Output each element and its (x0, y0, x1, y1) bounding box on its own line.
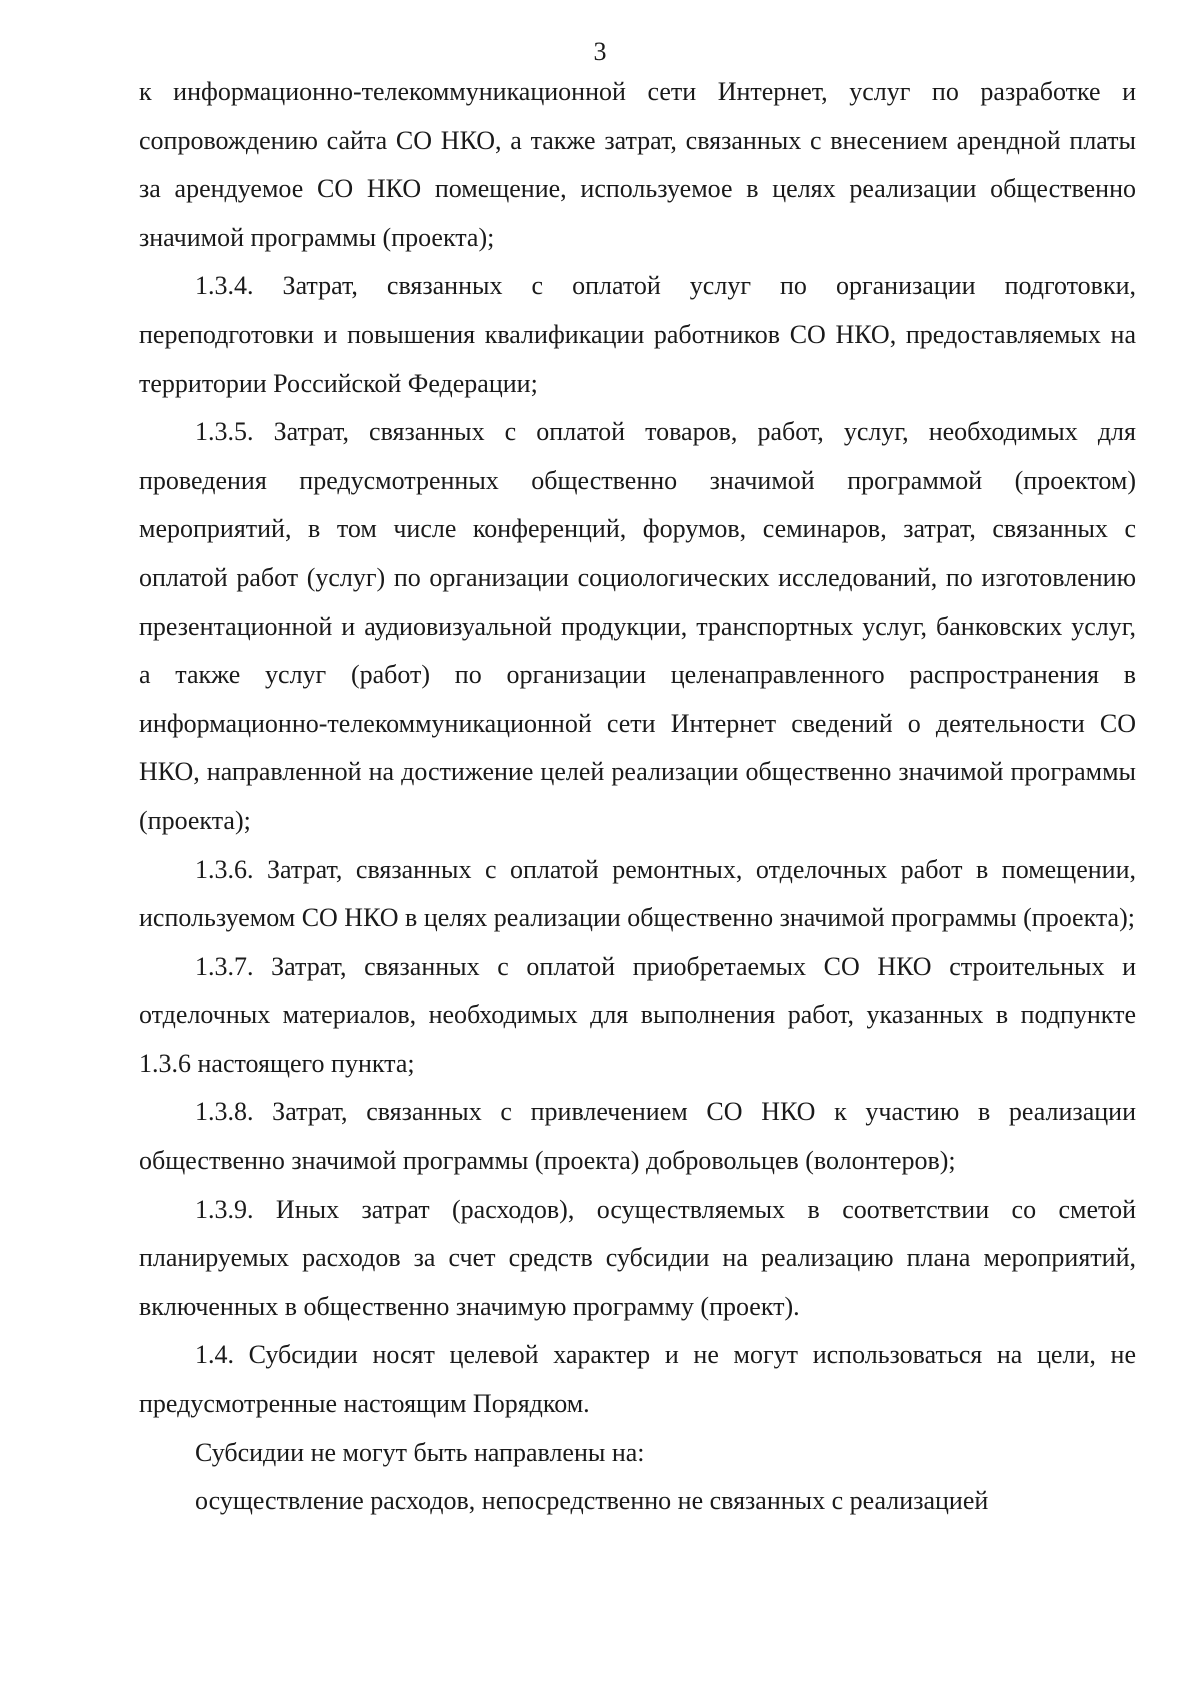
paragraph-1-3-7: 1.3.7. Затрат, связанных с оплатой приобретаемых СО НКО строительных и отделочных материалов, необходимых для выполнения работ, указанных в подпункте 1.3.6 настоящего пункта; (139, 951, 1136, 1078)
paragraph-1-3-6: 1.3.6. Затрат, связанных с оплатой ремонтных, отделочных работ в помещении, используемом СО НКО в целях реализации общественно значимой программы (проекта); (139, 854, 1136, 933)
paragraph-continuation: к информационно-телекоммуникационной сети Интернет, услуг по разработке и сопровождению сайта СО НКО, а также затрат, связанных с внесением арендной платы за арендуемое СО НКО помещение, используемое в целях реализации общественно значимой программы (проекта); (139, 77, 1136, 252)
paragraph-1-3-4: 1.3.4. Затрат, связанных с оплатой услуг по организации подготовки, переподготовки и повышения квалификации работников СО НКО, предоставляемых на территории Российской Федерации; (139, 271, 1136, 398)
paragraph-subsidy-restriction: Субсидии не могут быть направлены на: (195, 1437, 645, 1467)
paragraph-1-4: 1.4. Субсидии носят целевой характер и не могут использоваться на цели, не предусмотренные настоящим Порядком. (139, 1340, 1136, 1419)
paragraph-1-3-8: 1.3.8. Затрат, связанных с привлечением СО НКО к участию в реализации общественно значимой программы (проекта) добровольцев (волонтеров); (139, 1097, 1136, 1176)
page-number: 3 (593, 37, 607, 66)
paragraph-restriction-item: осуществление расходов, непосредственно не связанных с реализацией (195, 1486, 989, 1516)
paragraph-1-3-9: 1.3.9. Иных затрат (расходов), осуществляемых в соответствии со сметой планируемых расходов за счет средств субсидии на реализацию плана мероприятий, включенных в общественно значимую программу (проект). (139, 1194, 1136, 1321)
document-body (139, 68, 1136, 1526)
paragraph-1-3-5: 1.3.5. Затрат, связанных с оплатой товаров, работ, услуг, необходимых для проведения предусмотренных общественно значимой программой (проектом) мероприятий, в том числе конференций, форумов, семинаров, затрат, связанных с оплатой работ (услуг) по организации социологических исследований, по изготовлению презентационной и аудиовизуальной продукции, транспортных услуг, банковских услуг, а также услуг (работ) по организации целенаправленного распространения в информационно-телекоммуникационной сети Интернет сведений о деятельности СО НКО, направленной на достижение целей реализации общественно значимой программы (проекта); (139, 417, 1136, 835)
